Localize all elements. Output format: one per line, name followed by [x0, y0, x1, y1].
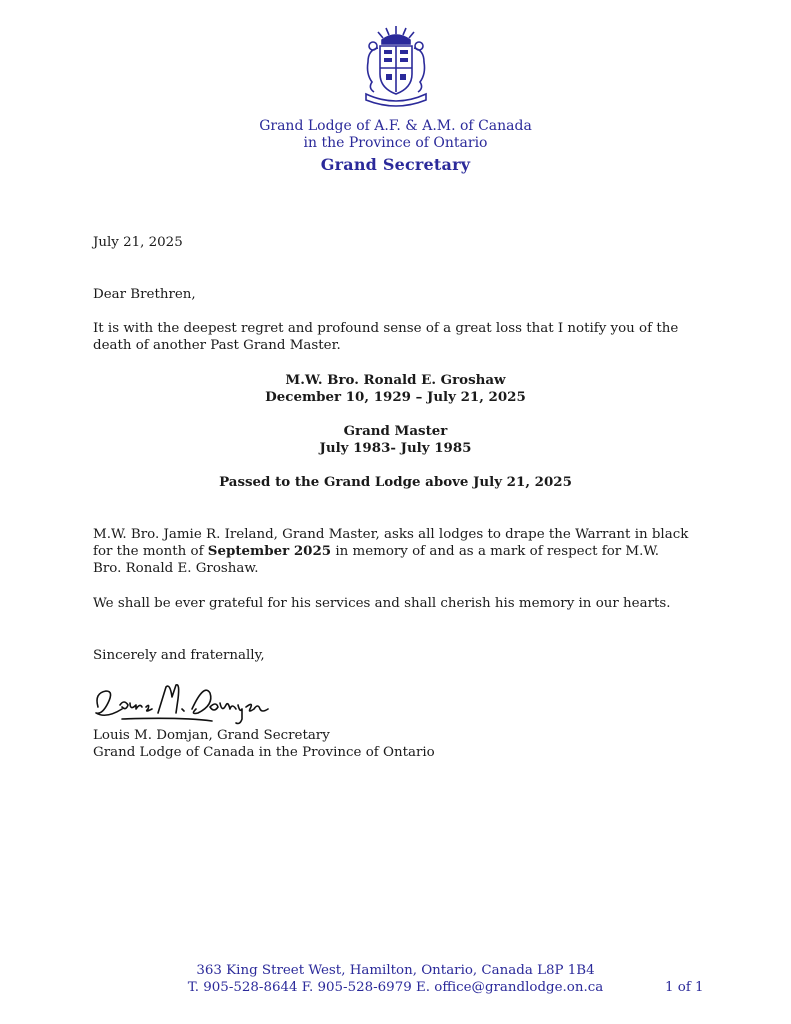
office-title: Grand Secretary: [320, 155, 471, 174]
deceased-life-dates: December 10, 1929 – July 21, 2025: [265, 389, 526, 405]
signer-name-title: Louis M. Domjan, Grand Secretary: [93, 728, 330, 743]
page-number: 1 of 1: [665, 980, 704, 995]
handwritten-signature: [92, 679, 272, 727]
footer-address: 363 King Street West, Hamilton, Ontario, Canada L8P 1B4: [196, 963, 595, 978]
deceased-office-term: July 1983- July 1985: [319, 440, 472, 456]
deceased-name: M.W. Bro. Ronald E. Groshaw: [285, 372, 506, 388]
organization-name: Grand Lodge of A.F. & A.M. of Canada: [259, 118, 532, 134]
request-line-3: Bro. Ronald E. Groshaw.: [93, 561, 259, 576]
grand-lodge-crest-logo: [356, 22, 436, 108]
deceased-office-title: Grand Master: [343, 423, 448, 439]
passed-notice: Passed to the Grand Lodge above July 21, 2025: [219, 474, 572, 490]
closing: Sincerely and fraternally,: [93, 648, 265, 663]
request-line-2: for the month of September 2025 in memory of and as a mark of respect for M.W.: [93, 543, 660, 559]
organization-province: in the Province of Ontario: [303, 135, 488, 151]
signer-organization: Grand Lodge of Canada in the Province of Ontario: [93, 745, 435, 760]
intro-line-2: death of another Past Grand Master.: [93, 338, 341, 353]
intro-line-1: It is with the deepest regret and profound sense of a great loss that I notify you of the: [93, 321, 679, 336]
salutation: Dear Brethren,: [93, 287, 196, 302]
drape-month: September 2025: [207, 543, 332, 559]
footer-contact: T. 905-528-8644 F. 905-528-6979 E. office@grandlodge.on.ca: [187, 980, 604, 995]
letter-date: July 21, 2025: [93, 235, 183, 250]
gratitude-text: We shall be ever grateful for his services and shall cherish his memory in our hearts.: [93, 596, 671, 611]
request-line-1: M.W. Bro. Jamie R. Ireland, Grand Master, asks all lodges to drape the Warrant in black: [93, 527, 689, 542]
